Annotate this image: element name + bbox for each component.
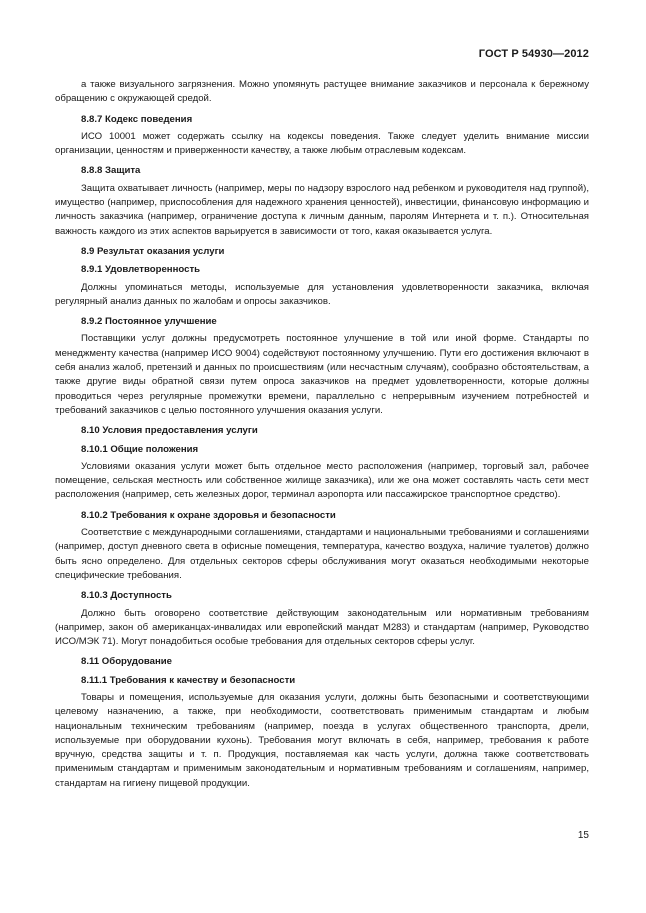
paragraph: Поставщики услуг должны предусмотреть постоянное улучшение в той или иной форме. Стандарты по менеджменту качества (например ИСО 9004) содействуют постоянному улучшению. Пути его достижения включают в себя анализ жалоб, претензий и данных по происшествиям (или несчастным случаям), сообразно обстоятельствам, а также другие виды обратной связи путем опроса заказчиков на предмет удовлетворенности, которые должны проводиться через регулярные промежутки времени, параллельно с непрерывным изучением потребностей и требований заказчиков с целью постоянного улучшения оказания услуги. — [55, 333, 589, 416]
paragraph: Условиями оказания услуги может быть отдельное место расположения (например, торговый зал, рабочее помещение, сельская местность или собственное жилище заказчика), или же она может составлять часть сети мест расположения (например, сеть железных дорог, терминал аэропорта или пассажирское транспортное средство). — [55, 460, 589, 501]
section-heading: 8.8.7 Кодекс поведения — [81, 113, 193, 125]
paragraph: Товары и помещения, используемые для оказания услуги, должны быть безопасными и соответствующими целевому назначению, а также, при необходимости, соответствовать применимым стандартам и любым национальным техническим требованиям (например, поезда в услугах общественного транспорта, дрели, используемые при оборудовании кухонь). Требования могут включать в себя, например, требования к работе вручную, средства защиты и т. п. Продукция, поставляемая как часть услуги, должна также соответствовать применимым стандартам и применимым законодательным и нормативным требованиям и соглашениям, например, стандартам на гигиену пищевой продукции. — [55, 691, 589, 789]
document-body — [55, 78, 589, 791]
section-heading: 8.9.1 Удовлетворенность — [81, 264, 201, 276]
section-heading: 8.11.1 Требования к качеству и безопасности — [81, 674, 296, 686]
paragraph: Должно быть оговорено соответствие действующим законодательным или нормативным требованиям (например, закон об американцах-инвалидах или европейский мандат М283) и стандартам (например, Руководство ИСО/МЭК 71). Могут понадобиться особые требования для отдельных секторов сферы услуг. — [55, 607, 589, 648]
section-heading: 8.10.2 Требования к охране здоровья и безопасности — [81, 509, 336, 521]
page-number: 15 — [577, 830, 589, 841]
paragraph: Соответствие с международными соглашениями, стандартами и национальными требованиями и соглашениями (например, доступ дневного света в офисные помещения, температура, качество воздуха, наличие туалетов) должно быть ясно определено. Для отдельных секторов сферы обслуживания могут оказаться необходимыми некоторые специфические требования. — [55, 527, 589, 581]
paragraph: Защита охватывает личность (например, меры по надзору взрослого над ребенком и руководителя над группой), имущество (например, приспособления для надежного хранения ценностей), инвестиции, финансовую информацию и личность заказчика (например, ограничение доступа к личным данным, паролям Интернета и т. п.). Относительная важность каждого из этих аспектов варьируется в зависимости от того, какая оказывается услуга. — [55, 182, 589, 237]
section-heading: 8.9 Результат оказания услуги — [81, 245, 225, 257]
document-code: ГОСТ Р 54930—2012 — [478, 48, 589, 60]
section-heading: 8.10 Условия предоставления услуги — [81, 425, 258, 437]
paragraph: Должны упоминаться методы, используемые для установления удовлетворенности заказчика, включая регулярный анализ данных по жалобам и опросы заказчиков. — [55, 281, 589, 307]
section-heading: 8.11 Оборудование — [81, 656, 172, 668]
paragraph: а также визуального загрязнения. Можно упомянуть растущее внимание заказчиков и персонала к бережному обращению с окружающей средой. — [55, 79, 589, 105]
section-heading: 8.8.8 Защита — [81, 165, 141, 177]
section-heading: 8.10.1 Общие положения — [81, 443, 199, 455]
paragraph: ИСО 10001 может содержать ссылку на кодексы поведения. Также следует уделить внимание миссии организации, ценностям и приверженности качеству, а также любым отраслевым кодексам. — [55, 130, 589, 157]
section-heading: 8.10.3 Доступность — [81, 590, 172, 602]
section-heading: 8.9.2 Постоянное улучшение — [81, 316, 217, 328]
